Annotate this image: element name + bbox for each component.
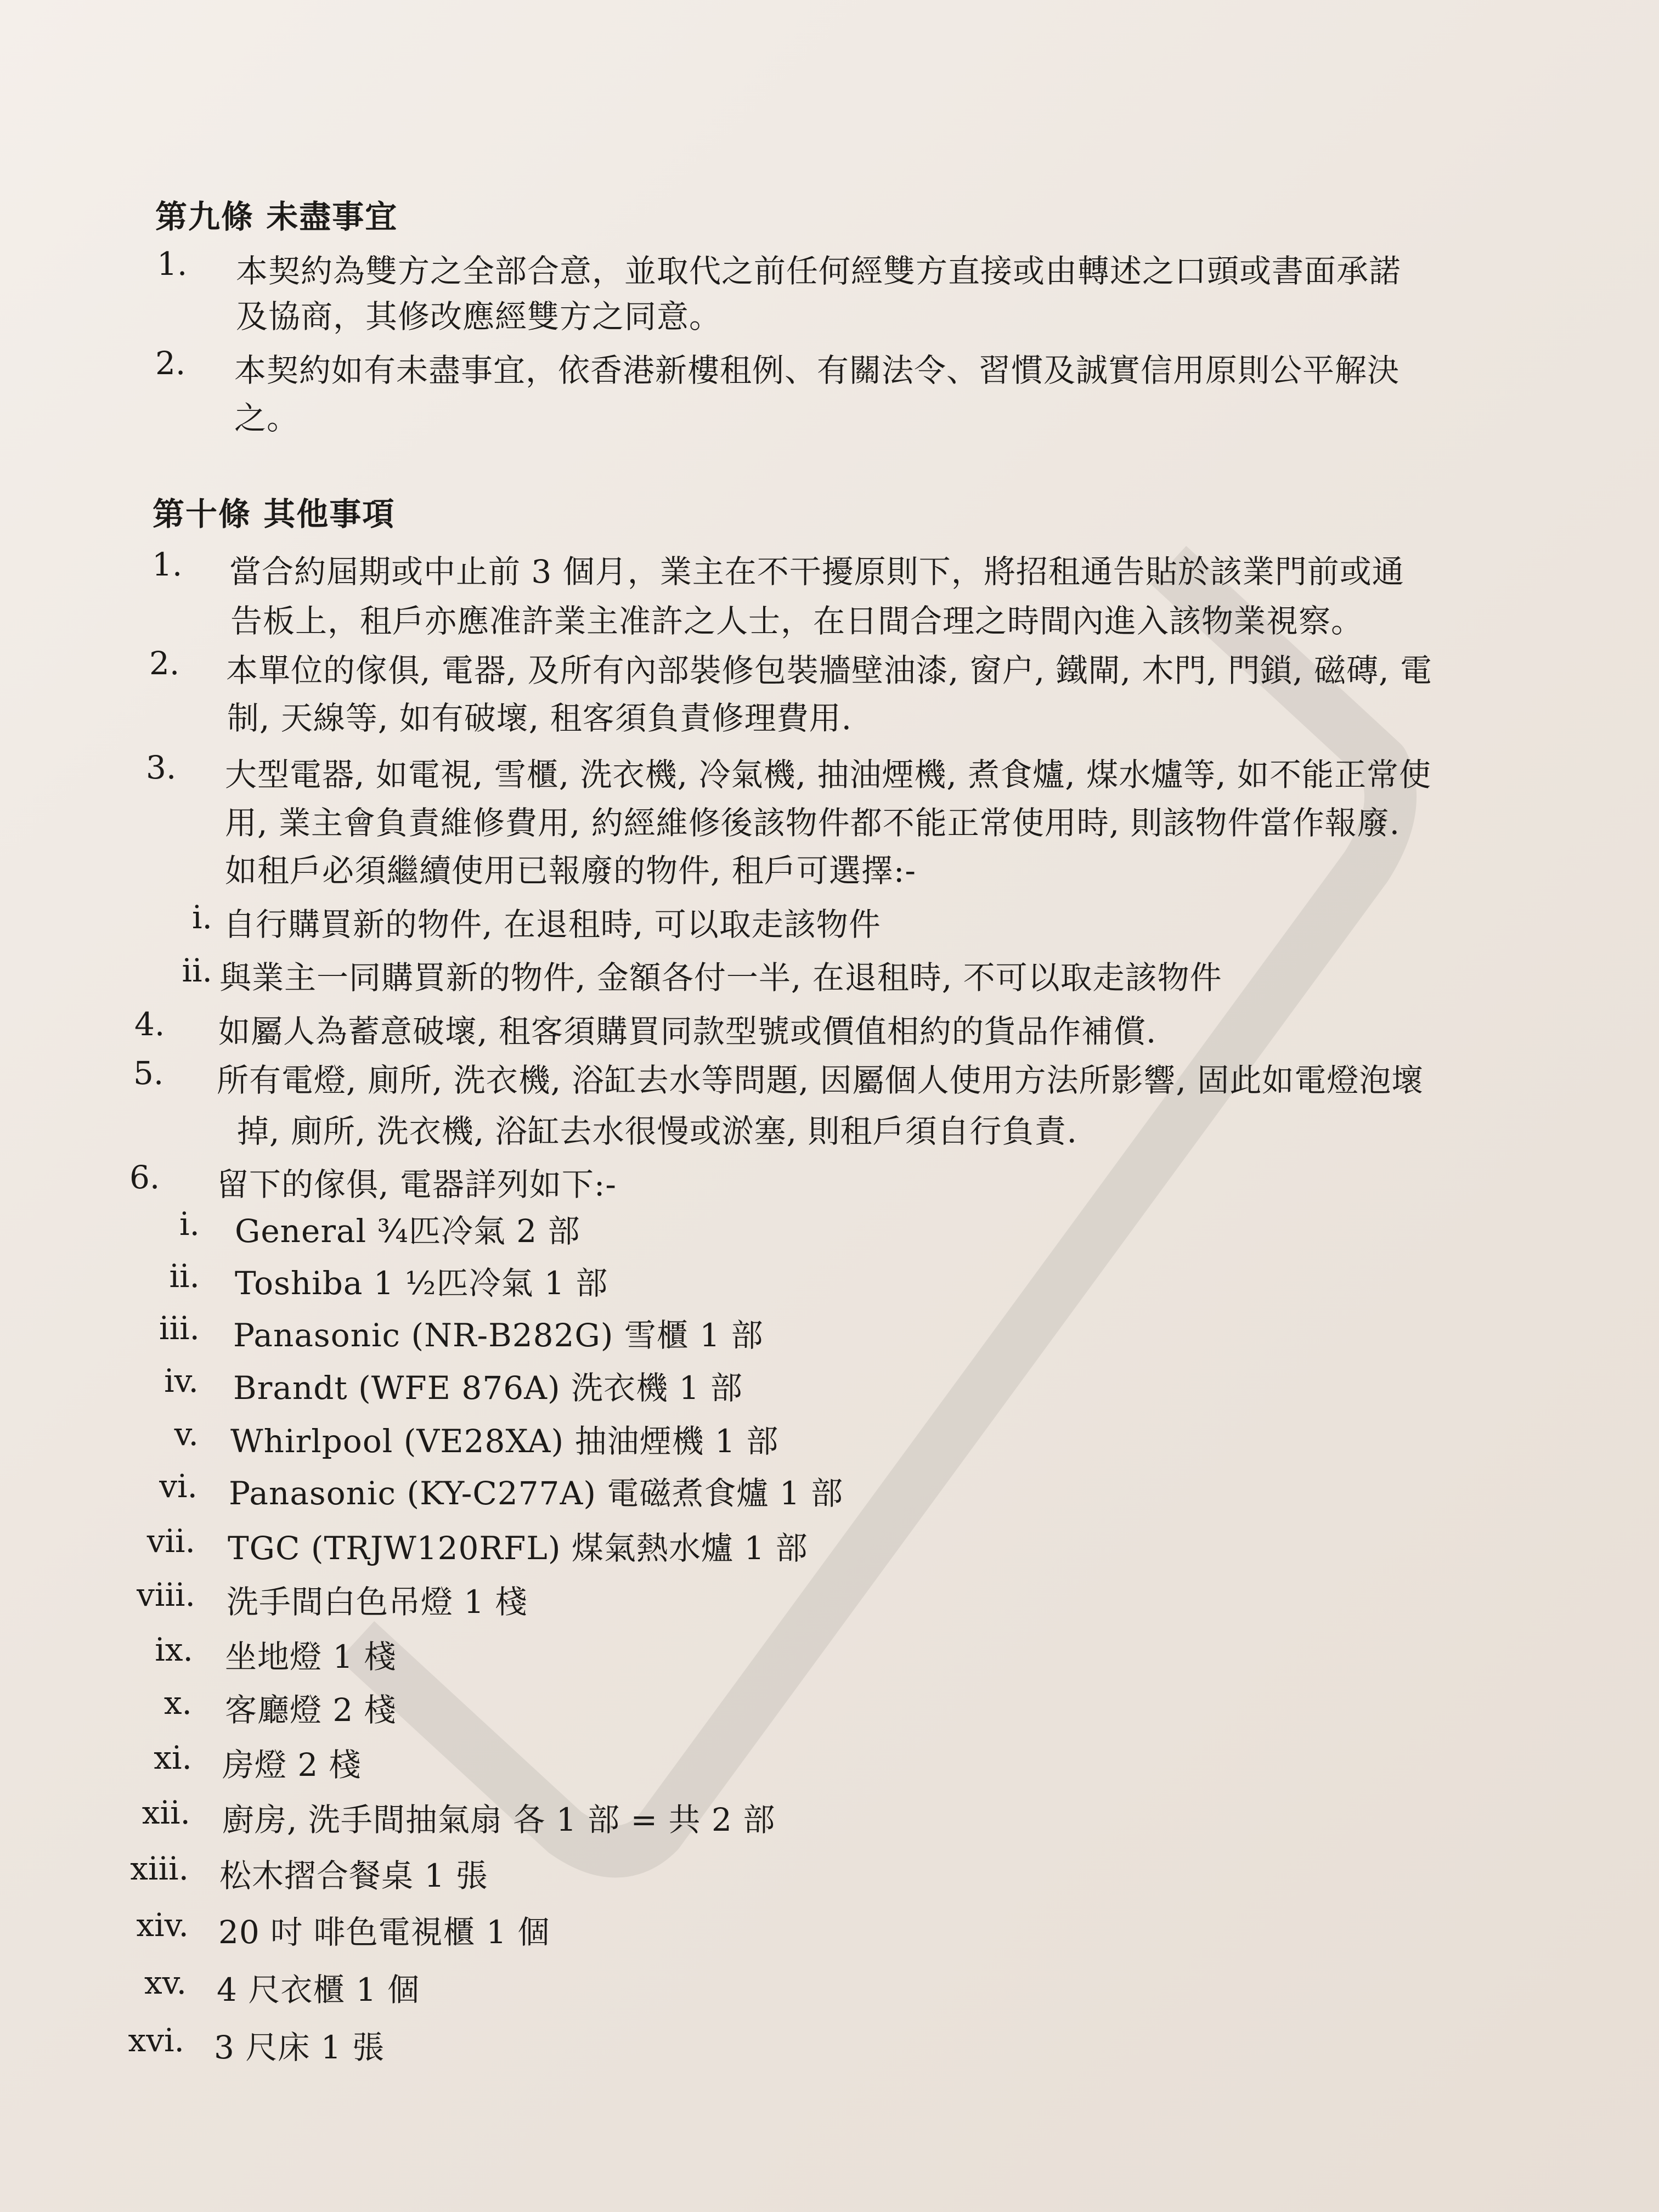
s10-item-3-line-2: 用, 業主會負責維修費用, 約經維修後該物件都不能正常使用時, 則該物件當作報廢.: [225, 804, 1401, 842]
s10-item-6-number: 6.: [129, 1159, 160, 1196]
s10-item-4-number: 4.: [134, 1006, 165, 1043]
s10-item-3-subitem-ii-number: ii.: [182, 952, 212, 989]
s10-item-5-number: 5.: [133, 1054, 164, 1092]
s10-item-1-number: 1.: [152, 546, 183, 583]
furniture-item-text: 洗手間白色吊燈 1 棧: [227, 1583, 528, 1621]
furniture-item-text: Panasonic (KY-C277A) 電磁煮食爐 1 部: [229, 1475, 844, 1512]
s10-item-3-subitem-ii-text: 與業主一同購買新的物件, 金額各付一半, 在退租時, 不可以取走該物件: [219, 959, 1222, 996]
s9-item-2-line-2: 之。: [234, 399, 300, 437]
furniture-item-number: xi.: [154, 1739, 192, 1776]
furniture-item-text: General ¾匹冷氣 2 部: [235, 1212, 580, 1250]
furniture-item-number: i.: [179, 1205, 200, 1243]
furniture-item-number: xiv.: [136, 1906, 189, 1944]
furniture-item-number: vii.: [146, 1522, 195, 1560]
s10-item-3-subitem-i-number: i.: [192, 899, 212, 936]
furniture-item-number: iii.: [159, 1310, 200, 1347]
furniture-item-number: ii.: [169, 1257, 200, 1295]
furniture-item-text: 房燈 2 棧: [222, 1746, 362, 1784]
furniture-item-text: 4 尺衣櫃 1 個: [217, 1971, 420, 2008]
s10-item-3-subitem-i-text: 自行購買新的物件, 在退租時, 可以取走該物件: [223, 906, 881, 943]
s10-item-5-line-1: 所有電燈, 廁所, 洗衣機, 浴缸去水等問題, 因屬個人使用方法所影響, 固此如電燈泡壞: [217, 1062, 1424, 1099]
furniture-item-text: Whirlpool (VE28XA) 抽油煙機 1 部: [230, 1423, 779, 1460]
furniture-item-number: iv.: [164, 1362, 199, 1400]
furniture-item-number: xvi.: [128, 2022, 184, 2059]
furniture-item-number: ix.: [155, 1631, 193, 1668]
section-9-heading: 第九條 未盡事宜: [155, 198, 398, 235]
furniture-item-text: Toshiba 1 ½匹冷氣 1 部: [235, 1265, 608, 1302]
s10-item-2-line-1: 本單位的傢俱, 電器, 及所有內部裝修包裝牆壁油漆, 窗户, 鐵閘, 木門, 門鎖, 磁磚, 電: [226, 652, 1432, 689]
furniture-item-number: vi.: [159, 1468, 198, 1505]
furniture-item-text: 松木摺合餐桌 1 張: [219, 1857, 488, 1894]
s9-item-1-number: 1.: [157, 245, 188, 283]
s10-item-1-line-2: 告板上，租戶亦應准許業主准許之人士，在日間合理之時間內進入該物業視察。: [230, 602, 1364, 640]
furniture-item-number: xiii.: [130, 1850, 189, 1887]
s10-item-3-number: 3.: [146, 749, 177, 786]
furniture-item-text: 廚房, 洗手間抽氣扇 各 1 部 = 共 2 部: [222, 1801, 776, 1838]
s9-item-1-line-2: 及協商，其修改應經雙方之同意。: [236, 298, 722, 335]
furniture-item-number: xv.: [144, 1964, 187, 2001]
s9-item-2-number: 2.: [155, 345, 186, 382]
furniture-item-number: xii.: [142, 1794, 190, 1831]
furniture-item-text: Panasonic (NR-B282G) 雪櫃 1 部: [233, 1317, 764, 1354]
furniture-item-text: 3 尺床 1 張: [214, 2029, 385, 2066]
furniture-item-text: TGC (TRJW120RFL) 煤氣熱水爐 1 部: [228, 1530, 808, 1567]
furniture-item-text: 客廳燈 2 棧: [225, 1691, 397, 1729]
furniture-item-text: 20 吋 啡色電視櫃 1 個: [218, 1914, 550, 1951]
furniture-item-number: x.: [163, 1684, 192, 1722]
furniture-item-number: viii.: [137, 1576, 195, 1613]
s10-item-1-line-1: 當合約屆期或中止前 3 個月，業主在不干擾原則下，將招租通告貼於該業門前或通: [229, 553, 1404, 590]
s10-item-2-number: 2.: [149, 645, 180, 682]
s9-item-2-line-1: 本契約如有未盡事宜，依香港新樓租例、有關法令、習慣及誠實信用原則公平解決: [234, 352, 1400, 389]
section-10-heading: 第十條 其他事項: [153, 495, 396, 533]
furniture-item-text: Brandt (WFE 876A) 洗衣機 1 部: [233, 1369, 743, 1407]
furniture-item-text: 坐地燈 1 棧: [225, 1638, 397, 1675]
s10-item-4-line-1: 如屬人為蓄意破壞, 租客須購買同款型號或價值相約的貨品作補償.: [218, 1013, 1157, 1050]
s9-item-1-line-1: 本契約為雙方之全部合意，並取代之前任何經雙方直接或由轉述之口頭或書面承諾: [236, 252, 1402, 290]
s10-item-3-line-1: 大型電器, 如電視, 雪櫃, 洗衣機, 冷氣機, 抽油煙機, 煮食爐, 煤水爐等, 如不能正常使: [225, 756, 1431, 793]
s10-item-2-line-2: 制, 天線等, 如有破壞, 租客須負責修理費用.: [227, 699, 853, 737]
s10-item-5-line-2: 掉, 廁所, 洗衣機, 浴缸去水很慢或淤塞, 則租戶須自行負責.: [237, 1113, 1077, 1150]
furniture-item-number: v.: [174, 1415, 199, 1453]
s10-item-3-line-3: 如租戶必須繼續使用已報廢的物件, 租戶可選擇:-: [225, 852, 917, 889]
s10-item-6-line-1: 留下的傢俱, 電器詳列如下:-: [217, 1166, 617, 1203]
